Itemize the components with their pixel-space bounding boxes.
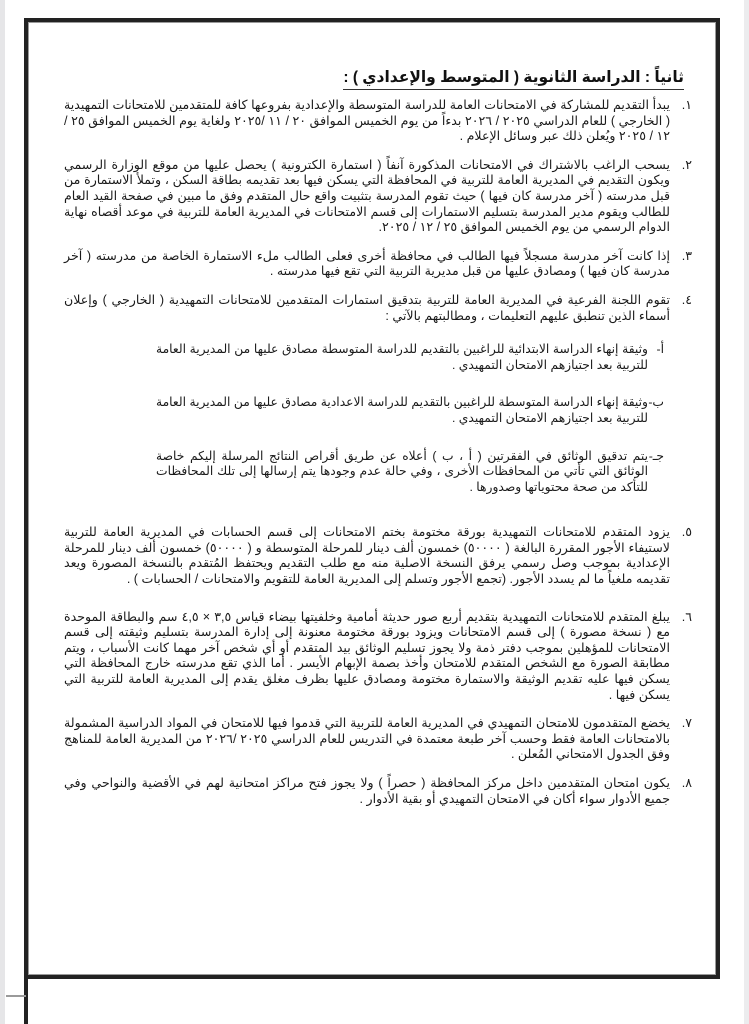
section-title: ثانياً : الدراسة الثانوية ( المتوسط والإعدادي ) : — [343, 68, 684, 90]
list-item-1 — [46, 98, 698, 145]
sub-item-b — [46, 395, 698, 426]
list-item-3 — [46, 249, 698, 280]
sub-item-a — [46, 342, 698, 373]
item-text: يبلغ المتقدم للامتحانات التمهيدية بتقديم أربع صور حديثة أمامية وخلفيتها بيضاء قياس ٣,٥ × ٤,٥ سم والبطاقة الموحدة مع ( نسخة مصورة ) إلى قسم الامتحانات ويزود بورقة مختومة معنونة إلى إدارة المدرسة بتسليم وثيقته إلى قسم الامتحانات للمؤهلين بموجب دفتر ذمة ولا يجوز تسليم الوثائق بيد المتقدم أو أي شخص آخر مهما كانت الأسباب ، ويتم مطابقة الصورة مع الشخص المتقدم للامتحان وأخذ بصمة الإبهام الأيسر . أما الذي تقع مدرسته خارج المحافظة التي يسكن فيها عليه تقديم الوثيقة والاستمارة مختومة ومصادق عليها بظرف مغلق يقدم إلى المديرية العامة للتربية التي يسكن فيها . — [64, 609, 670, 702]
sub-item-letter: ب- — [648, 395, 664, 410]
list-item-2 — [46, 158, 698, 236]
frame-border-tick — [6, 995, 26, 997]
item-text: إذا كانت آخر مدرسة مسجلاً فيها الطالب في محافظة أخرى فعلى الطالب ملء الاستمارة الخاصة من مدرسته ( آخر مدرسة كان فيها ) ومصادق عليها من قبل مديرية التربية التي تقع فيها مدرسته . — [64, 248, 670, 279]
item-number: ٧. — [681, 716, 692, 731]
page-edge-right — [744, 0, 749, 1024]
document-content — [46, 42, 698, 820]
sub-item-letter: أ- — [656, 342, 664, 357]
item-text: يزود المتقدم للامتحانات التمهيدية بورقة مختومة بختم الامتحانات إلى قسم الحسابات في المديرية العامة للتربية لاستيفاء الأجور المقررة البالغة ( ٥٠٠٠٠) خمسون ألف دينار للمرحلة المتوسطة و ( ٥٠٠٠٠) خمسون ألف دينار للمرحلة الإعدادية بموجب وصل رسمي يرفق النسخة الاصلية منه مع طلب التقديم ويحتفظ المُتقدم بالنسخة المصورة ويعد تقديمه ملغياً ما لم يسدد الأجور. (تجمع الأجور وتسلم إلى المديرية العامة للتقويم والامتحانات / الحسابات ) . — [64, 525, 670, 587]
item-text: يخضع المتقدمون للامتحان التمهيدي في المديرية العامة للتربية التي قدموا فيها للامتحان في المواد الدراسية المشمولة بالامتحانات العامة فقط وحسب آخر طبعة معتمدة في التدريس للعام الدراسي ٢٠٢٥ /٢٠٢٦ من المديرية العامة للمناهج وفق الجدول الامتحاني المُعلن . — [64, 716, 671, 762]
item-number: ١. — [681, 98, 692, 112]
sub-item-text: وثيقة إنهاء الدراسة الابتدائية للراغبين بالتقديم للدراسة المتوسطة مصادق عليها من المديرية العامة للتربية بعد اجتيازهم الامتحان التمهيدي . — [156, 342, 648, 372]
item-number: ٨. — [681, 776, 692, 790]
list-item-6 — [46, 610, 698, 704]
frame-border-extension — [24, 975, 28, 1024]
list-item-7 — [46, 716, 698, 763]
sub-item-c — [46, 449, 698, 496]
item-number: ٣. — [681, 248, 692, 263]
item-text: يسحب الراغب بالاشتراك في الامتحانات المذكورة آنفاً ( استمارة الكترونية ) يحصل عليها من موقع الوزارة الرسمي ويكون التقديم في المديرية العامة للتربية في المحافظة التي يسكن فيها بعد تقديمه بطاقة السكن ، وتملأ الاستمارة من قبل مدرسته ( آخر مدرسة كان فيها ) حيث تقوم المدرسة بتثبيت واقع حال المتقدم وفق ما مبين في صفحة القيد العام للطالب ويقوم مدير المدرسة بتسليم الاستمارات إلى قسم الامتحانات في المديرية العامة للتربية في موعد أقصاه نهاية الدوام الرسمي من يوم الخميس الموافق ٢٥ / ١٢ / ٢٠٢٥. — [64, 157, 670, 235]
list-item-8 — [46, 776, 698, 807]
sub-item-text: يتم تدقيق الوثائق في الفقرتين ( أ ، ب ) أعلاه عن طريق أقراص النتائج المرسلة إليكم خاصة الوثائق التي تأتي من المحافظات الأخرى ، وفي حالة عدم وجودها يتم إرسالها إلى تلك المحافظات للتأكد من صحة محتوياتها وصدورها . — [156, 448, 648, 494]
document-frame — [24, 18, 720, 979]
sub-item-letter: جـ- — [648, 448, 664, 463]
sub-item-text: وثيقة إنهاء الدراسة المتوسطة للراغبين بالتقديم للدراسة الاعدادية مصادق عليها من المديرية العامة للتربية بعد اجتيازهم الامتحان التمهيدي . — [156, 395, 648, 425]
list-item-5 — [46, 525, 698, 587]
page-edge-left — [0, 0, 5, 1024]
item-number: ٢. — [681, 157, 692, 172]
item-number: ٤. — [681, 292, 692, 307]
item-text: تقوم اللجنة الفرعية في المديرية العامة للتربية بتدقيق استمارات المتقدمين للامتحانات التمهيدية ( الخارجي ) وإعلان أسماء الذين تنطبق عليهم التعليمات ، ومطالبتهم بالآتي : — [64, 292, 670, 323]
item-number: ٥. — [681, 525, 692, 540]
list-item-4 — [46, 293, 698, 324]
item-number: ٦. — [681, 609, 692, 624]
item-text: يبدأ التقديم للمشاركة في الامتحانات العامة للدراسة المتوسطة والإعدادية بفروعها كافة للمتقدمين للامتحانات التمهيدية ( الخارجي ) للعام الدراسي ٢٠٢٥ / ٢٠٢٦ بدءاً من يوم الخميس الموافق ٢٠ / ١١ /٢٠٢٥ ولغاية يوم الخميس الموافق ٢٥ / ١٢ / ٢٠٢٥ ويُعلن ذلك عبر وسائل الإعلام . — [64, 98, 671, 144]
item-text: يكون امتحان المتقدمين داخل مركز المحافظة ( حصراً ) ولا يجوز فتح مراكز امتحانية لهم في الأقضية والنواحي وفي جميع الأدوار سواء أكان في الامتحان التمهيدي أو بقية الأدوار . — [64, 776, 670, 806]
